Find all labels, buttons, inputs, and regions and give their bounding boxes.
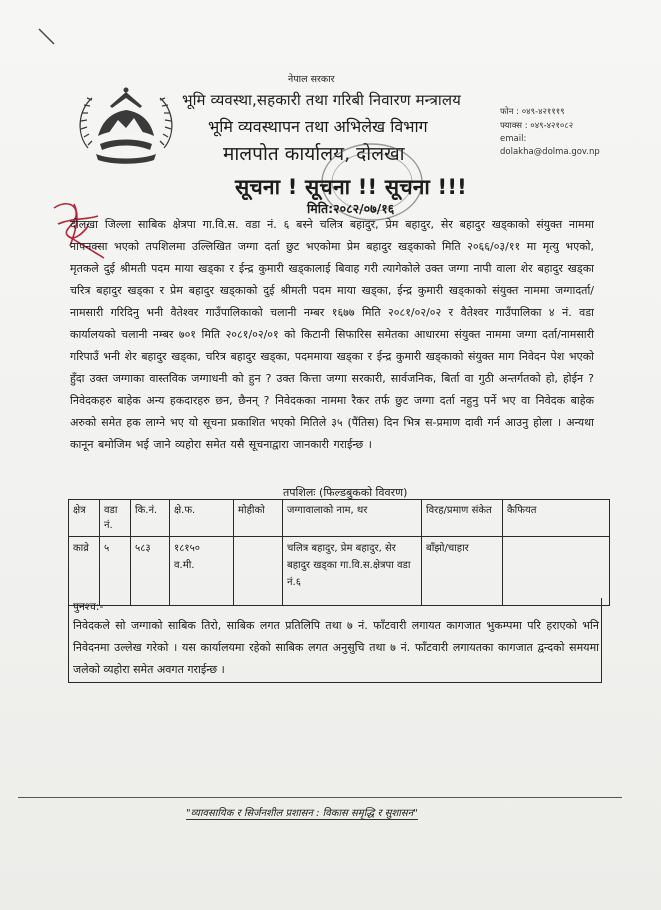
header-region: क्षेत्र: [69, 500, 100, 537]
postscript-title: पुनश्च:-: [73, 601, 104, 613]
cell-region: काव्रे: [69, 537, 100, 606]
cell-area-value: १८१५०: [174, 543, 200, 554]
corner-fold-mark: [38, 28, 56, 46]
cell-tenant: [234, 537, 283, 606]
postscript-text: निवेदकले सो जग्गाको साबिक तिरो, साबिक लगत प्रतिलिपि तथा ७ नं. फाँटवारी लगायत कागजात भुकम्पमा परि हराएको भनि निवेदनमा उल्लेख गरेको । यस कार्यालयमा रहेको साबिक लगत अनुसुचि तथा ७ नं. फाँटवारी लगायतका कागजात द्वन्दको समयमा जलेको व्यहोरा समेत अवगत गराईन्छ ।: [73, 619, 599, 676]
notice-body: दोलखा जिल्ला साबिक क्षेत्रपा गा.वि.स. वडा नं. ६ बस्ने चलित्र बहादुर, प्रेम बहादुर, सेर बहादुर खड्काको संयुक्त नाममा नापनक्सा भएको तपशिलमा उल्लिखित जग्गा दर्ता छुट भएकोमा प्रेम बहादुर खड्काको मिति २०६६/०३/११ मा मृत्यु भएको, मृतकले दुई श्रीमती पदम माया खड्का र ईन्द्र कुमारी खड्कालाई बिवाह गरी त्यागेकोले उक्त जग्गा नापी वाला शेर बहादुर खड्का चरित्र बहादुर खड्का र प्रेम बहादुर खड्काको दुई श्रीमती पदम माया खड्का, ईन्द्र कुमारी खड्काको संयुक्त नाममा जग्गादर्ता/नामसारी गरिदिनु भनी वैतेश्वर गाउँपालिकाको चलानी नम्बर १६७७ मिति २०८१/०२/०२ र वैतेश्वर गाउँपालिका ४ नं. वडा कार्यालयको चलानी नम्बर ७०१ मिति २०८१/०२/०१ को किटानी सिफारिस समेतका आधारमा संयुक्त नाममा जग्गा दर्ता/नामसारी गरिपाउँ भनी शेर बहादुर खड्का, चरित्र बहादुर खड्का, पदममाया खड्का र ईन्द्र कुमारी खड्काको संयुक्त माग निवेदन पेश भएको हुँदा उक्त जग्गाका वास्तविक जग्गाधनी को हुन ? उक्त कित्ता जग्गा सरकारी, सार्वजनिक, बिर्ता वा गुठी अन्तर्गतको हो, होईन ? निवेदकहरु बाहेक अन्य हकदारहरु छन, छैनन् ? निवेदकका नाममा रैकर तर्फ छुट जग्गा दर्ता नहुनु पर्ने भए वा निवेदक बाहेक अरुको समेत हक लाग्ने भए यो सूचना प्रकाशित भएको मितिले ३५ (पैंतिस) दिन भित्र स-प्रमाण दावी गर्न आउनु होला । अन्यथा कानून बमोजिम भई जाने व्यहोरा समेत यसै सूचनाद्वारा जानकारी गराईन्छ ।: [70, 218, 594, 451]
notice-date: मिति:२०८२/०७/१६: [307, 201, 395, 216]
table-row: [69, 537, 610, 606]
footer-divider: [18, 797, 622, 798]
cell-proof-code: बाँझो/चाहार: [422, 537, 503, 606]
cell-plot-number: ५८३: [131, 537, 170, 606]
header-owner-name: जग्गावालाको नाम, थर: [283, 500, 422, 537]
header-area: क्षे.फ.: [170, 500, 234, 537]
land-details-table: [68, 499, 610, 606]
cell-area-unit: व.मी.: [174, 560, 195, 571]
nepal-emblem-icon: [70, 86, 182, 168]
header-proof-code: विरह/प्रमाण संकेत: [422, 500, 503, 537]
postscript-box: [68, 598, 602, 683]
table-caption: तपशिलः (फिल्डबुकको विवरण): [283, 486, 408, 499]
ministry-name: भूमि व्यवस्था,सहकारी तथा गरिबी निवारण मन्त्रालय: [182, 91, 461, 109]
cell-remarks: [503, 537, 610, 606]
cell-ward: ५: [100, 537, 131, 606]
contact-email-label: email:: [500, 134, 527, 144]
notice-title: सूचना ! सूचना !! सूचना !!!: [235, 175, 467, 199]
cell-owner-name: चलित्र बहादुर, प्रेम बहादुर, सेर बहादुर खड्का गा.वि.स.क्षेत्रपा वडा नं.६: [283, 537, 422, 606]
contact-phone: फोन : ०४९-४२१११९: [500, 107, 565, 117]
header-ward: वडा नं.: [100, 500, 131, 537]
office-name: मालपोत कार्यालय, दोलखा: [223, 143, 405, 165]
footer-slogan: "व्यावसायिक र सिर्जनशील प्रशासन : विकास समृद्धि र सुशासन": [186, 805, 418, 820]
header-plot-number: कि.नं.: [131, 500, 170, 537]
header-remarks: कैफियत: [503, 500, 610, 537]
contact-fax: फ्याक्स : ०४९-४२१०८२: [500, 121, 574, 131]
government-name: नेपाल सरकार: [288, 74, 335, 85]
table-header-row: [69, 500, 610, 537]
cell-area: [170, 537, 234, 606]
department-name: भूमि व्यवस्थापन तथा अभिलेख विभाग: [208, 117, 428, 136]
contact-email: dolakha@dolma.gov.np: [500, 147, 600, 157]
header-tenant: मोहीको: [234, 500, 283, 537]
